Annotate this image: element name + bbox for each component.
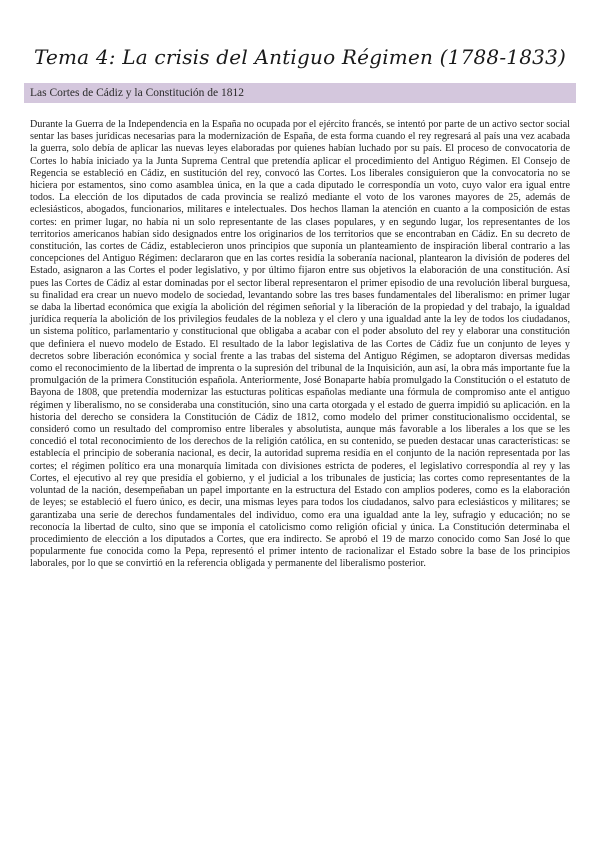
body-paragraph: Durante la Guerra de la Independencia en la España no ocupada por el ejército francés, se intentó por parte de un activo sector social sentar las bases jurídicas necesarias para la modernización de España, de esta forma cuando el rey regresará al país una vez acabada la guerra, solo debía de aplicar las nuevas leyes elaboradas por quienes habían luchado por su país. El proceso de convocatoria de Cortes lo había iniciado ya la Junta Suprema Central que pretendía aplicar el procedimiento del Antiguo Régimen. El Consejo de Regencia se estableció en Cádiz, en sustitución del rey, convocó las Cortes. Los liberales consiguieron que la convocatoria no se hiciera por estamentos, sino como asamblea única, en la que a cada diputado le correspondía un voto, cuyo valor era igual entre todos. La elección de los diputados de cada provincia se realizó mediante el voto de los varones mayores de 25, además de eclesiásticos, abogados, funcionarios, militares e intelectuales. Dos hechos llaman la atención en cuanto a la composición de estas cortes: en primer lugar, no había ni un solo representante de las clases populares, y en segundo lugar, los representantes de los territorios americanos habían sido designados entre los originarios de los territorios que se encontraban en Cádiz. En su decreto de constitución, las cortes de Cádiz, establecieron unos principios que suponía un planteamiento de inspiración liberal contrario a las concepciones del Antiguo Régimen: declararon que en las cortes residía la soberanía nacional, plantearon la división de poderes del Estado, asignaron a las Cortes el poder legislativo, y por último fijaron entre sus objetivos la elaboración de una constitución. Así pues las Cortes de Cádiz al estar dominadas por el sector liberal representaron el primer episodio de una revolución liberal burguesa, su finalidad era crear un nuevo modelo de sociedad, levantando sobre las tres bases fundamentales del liberalismo: en primer lugar se daba la libertad económica que exigía la abolición del régimen señorial y la liberación de la propiedad y del trabajo, la igualdad jurídica requería la abolición de los privilegios feudales de la nobleza y el clero y una igualdad ante la ley de todos los ciudadanos, un sistema político, parlamentario y constitucional que obligaba a acabar con el poder absoluto del rey y elaborar una constitución que definiera el nuevo modelo de Estado. El resultado de la labor legislativa de las Cortes de Cádiz fue un conjunto de leyes y decretos sobre liberación económica y social frente a las trabas del sistema del Antiguo Régimen, se adoptaron diversas medidas como el reconocimiento de la libertad de imprenta o la supresión del tribunal de la Inquisición, aun así, la obra más importante fue la promulgación de la primera Constitución española. Anteriormente, José Bonaparte había promulgado la Constitución o el estatuto de Bayona de 1808, que pretendía modernizar las estucturas políticas españolas mediante una fórmula de compromiso ante el antiguo régimen y liberalismo, no se consideraba una constitución, sino una carta otorgada y el estado de guerra impidió su aplicación. en la historia del derecho se considera la Constitución de Cádiz de 1812, como modelo del primer constitucionalismo occidental, se consideró como un resultado del compromiso entre liberales y absolutista, aunque más favorable a los liberales a los que se les concedió el total reconocimiento de los derechos de la religión católica, en su contenido, se pueden destacar unas características: se establecía el principio de soberanía nacional, es decir, la autoridad suprema residía en el conjunto de la nación representada por las cortes; el régimen político era una monarquía limitada con divisiones estricta de poderes, el legislativo correspondía al rey y las Cortes, el ejecutivo al rey que presidía el gobierno, y el judicial a los tribunales de justicia; las cortes como representantes de la voluntad de la nación, desempeñaban un papel importante en la estructura del Estado con amplios poderes, como es la elaboración de leyes; se estableció el fuero único, es decir, una mismas leyes para todos los ciudadanos, salvo para eclesiásticos y militares; se garantizaba una serie de derechos fundamentales del individuo, como era una igualdad ante la ley, sufragio y educación; no se reconocía la libertad de culto, sino que se imponía el catolicismo como religión oficial y única. La Constitución determinaba el procedimiento de elección a los diputados a Cortes, que era indirecto. Se aprobó el 19 de marzo conocido como San José lo que popularmente fue conocida como la Pepa, representó el primer intento de racionalizar el Estado sobre la base de los principios laborales, por lo que se convirtió en la referencia obligada y permanente del liberalismo posterior.	[30, 119, 570, 570]
section-heading: Las Cortes de Cádiz y la Constitución de 1812	[30, 87, 244, 99]
section-heading-bar	[24, 83, 576, 103]
page-title: Tema 4: La crisis del Antiguo Régimen (1788-1833)	[33, 45, 567, 69]
